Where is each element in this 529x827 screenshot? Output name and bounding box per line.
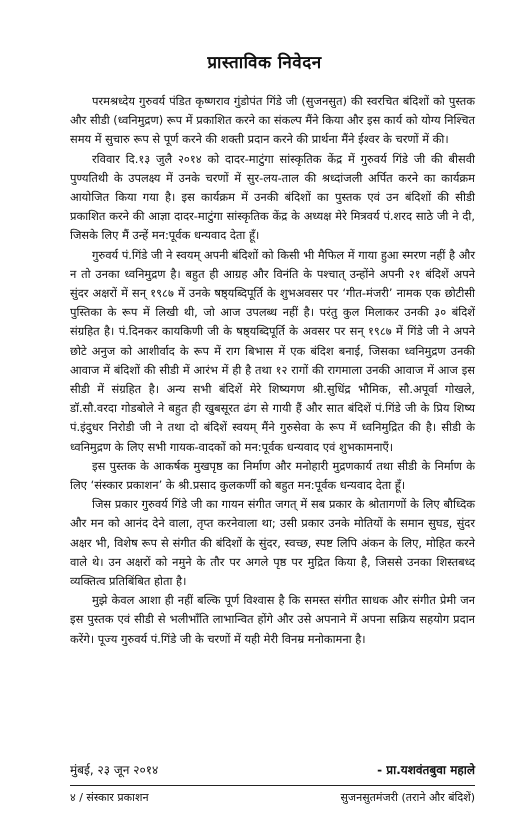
paragraph-5: जिस प्रकार गुरुवर्य गिंडे जी का गायन संगीत जगत् में सब प्रकार के श्रोतागणों के लिए बौध्दिक और मन को आनंद देने वाला, तृप्त करनेवाला था; उसी प्रकार उनके मोतियों के समान सुघड, सुंदर अक्षर भी, विशेष रूप से संगीत की बंदिशों के सुंदर, स्वच्छ, स्पष्ट लिपि अंकन के लिए, मोहित करने वाले थे। उन अक्षरों को नमुने के तौर पर अगले पृष्ठ पर मुद्रित किया है, जिससे उनका शिस्तबध्द व्यक्तित्व प्रतिबिंबित होता है।: [70, 497, 475, 589]
paragraph-1: परमश्रध्देय गुरुवर्य पंडित कृष्णराव गुंडोपंत गिंडे जी (सुजनसुत) की स्वरचित बंदिशों को पुस्तक और सीडी (ध्वनिमुद्रण) रूप में प्रकाशित करने का संकल्प मैंने किया और इस कार्य को योग्य निश्चित समय में सुचारु रूप से पूर्ण करने की शक्ती प्रदान करने की प्रार्थना मैंने ईश्वर के चरणों में की।: [70, 94, 475, 147]
footer-book-title: सुजनसुतमंजरी (तराने और बंदिशें): [340, 791, 475, 804]
footer-divider: [70, 785, 475, 786]
paragraph-2: रविवार दि.१३ जुलै २०१४ को दादर-माटुंगा सांस्कृतिक केंद्र में गुरुवर्य गिंडे जी की बीसवी पुण्यतिथी के उपलक्ष्य में उनके चरणों में सुर-लय-ताल की श्रध्दांजली अर्पित करने का कार्यक्रम आयोजित किया गया है। इस कार्यक्रम में उनकी बंदिशों का पुस्तक एवं उन बंदिशों की सीडी प्रकाशित करने की आज्ञा दादर-माटुंगा सांस्कृतिक केंद्र के अध्यक्ष मेरे मित्रवर्य पं.शरद साठे जी ने दी, जिसके लिए मैं उन्हें मन:पूर्वक धन्यवाद देता हूँ।: [70, 151, 475, 243]
footer-page-publisher: ४ / संस्कार प्रकाशन: [70, 791, 149, 804]
paragraph-3: गुरुवर्य पं.गिंडे जी ने स्वयम् अपनी बंदिशों को किसी भी मैफिल में गाया हुआ स्मरण नहीं है और न तो उनका ध्वनिमुद्रण है। बहुत ही आग्रह और विनंति के पश्चात् उन्होंने अपनी २१ बंदिशें अपने सुंदर अक्षरों में सन् १९८७ में उनके षष्ठ्यब्दिपूर्ति के शुभअवसर पर ‘गीत-मंजरी’ नामक एक छोटीसी पुस्तिका के रूप में लिखी थी, जो आज उपलब्ध नहीं है। परंतु कुल मिलाकर उनकी ३० बंदिशें संग्रहित है। पं.दिनकर कायकिणी जी के षष्ठ्यब्दिपूर्ति के अवसर पर सन् १९८७ में गिंडे जी ने अपने छोटे अनुज को आशीर्वाद के रूप में राग बिभास में एक बंदिश बनाई, जिसका ध्वनिमुद्रण उनकी आवाज में बंदिशों की सीडी में आरंभ में ही है तथा १२ रागों की रागमाला उनकी आवाज में आज इस सीडी में संग्रहित है। अन्य सभी बंदिशें मेरे शिष्यगण श्री.सुधिंद्र भौमिक, सौ.अपूर्वा गोखले, डॉ.सौ.वरदा गोडबोले ने बहुत ही खुबसूरत ढंग से गायी हैं और सात बंदिशें पं.गिंडे जी के प्रिय शिष्य पं.इंदुधर निरोडी जी ने तथा दो बंदिशें स्वयम् मैंने गुरुसेवा के रूप में ध्वनिमुद्रित की है। सीडी के ध्वनिमुद्रण के लिए सभी गायक-वादकों को मन:पूर्वक धन्यवाद एवं शुभकामनाएँ।: [70, 247, 475, 454]
body-text: [70, 92, 475, 649]
paragraph-6: मुझे केवल आशा ही नहीं बल्कि पूर्ण विश्वास है कि समस्त संगीत साधक और संगीत प्रेमी जन इस पुस्तक एवं सीडी से भलीभाँति लाभान्वित होंगे और उसे अपनाने में अपना सक्रिय सहयोग प्रदान करेंगे। पूज्य गुरुवर्य पं.गिंडे जी के चरणों में यही मेरी विनम्र मनोकामना है।: [70, 593, 475, 646]
paragraph-4: इस पुस्तक के आकर्षक मुखपृष्ठ का निर्माण और मनोहारी मुद्रणकार्य तथा सीडी के निर्माण के लिए ‘संस्कार प्रकाशन’ के श्री.प्रसाद कुलकर्णी को बहुत मन:पूर्वक धन्यवाद देता हूँ।: [70, 458, 475, 493]
page-title: प्रास्ताविक निवेदन: [207, 53, 322, 73]
author-name: - प्रा.यशवंतबुवा महाले: [377, 763, 475, 777]
place-date: मुंबई, २३ जून २०१४: [70, 763, 159, 777]
signature-row: [70, 761, 475, 778]
page-footer: [70, 790, 475, 805]
